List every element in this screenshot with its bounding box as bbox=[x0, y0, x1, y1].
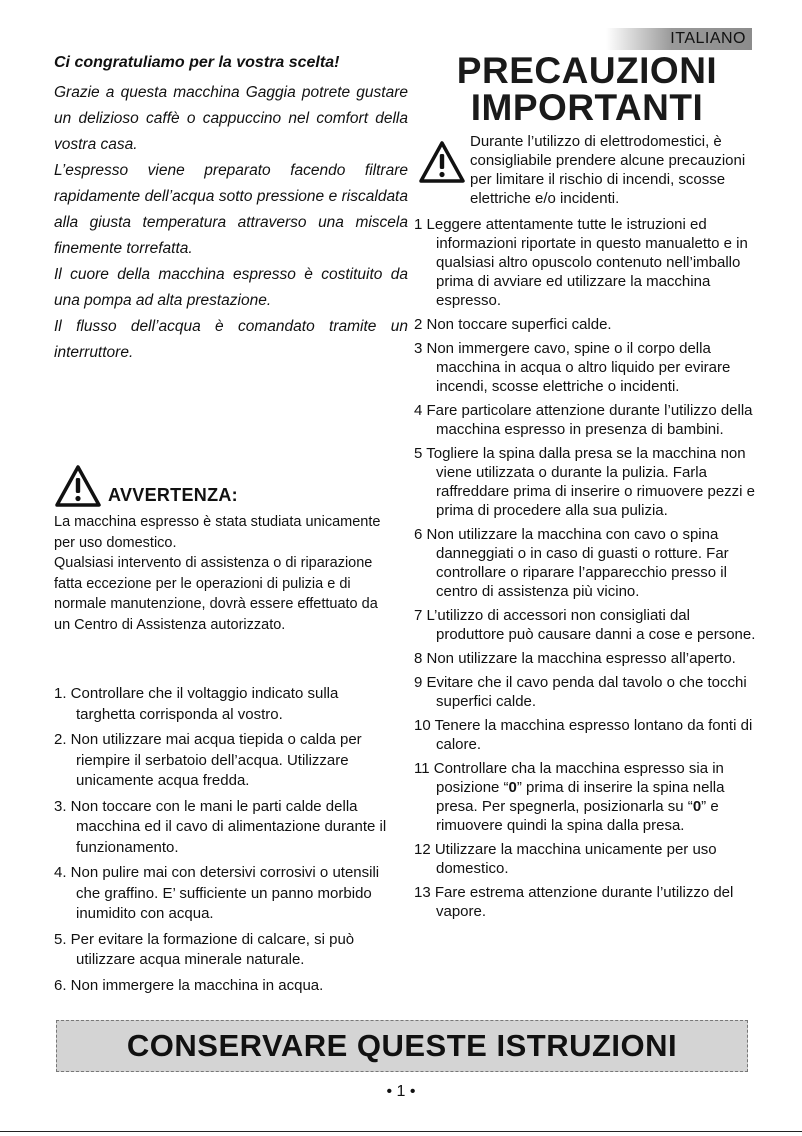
intro-paragraph: Il cuore della macchina espresso è costituito da una pompa ad alta prestazione. bbox=[54, 266, 408, 309]
list-item bbox=[414, 759, 760, 835]
page-number: • 1 • bbox=[386, 1083, 416, 1100]
list-item: 5 Togliere la spina dalla presa se la macchina non viene utilizzata o durante la pulizia. Farla raffreddare prima di inserire o rimuovere pezzi e prima di procedere alla sua pulizia. bbox=[414, 445, 756, 519]
list-item: 3. Non toccare con le mani le parti calde della macchina ed il cavo di alimentazione durante il funzionamento. bbox=[54, 797, 387, 856]
title-line: PRECAUZIONI bbox=[456, 50, 718, 91]
switch-off-symbol: 0 bbox=[692, 798, 702, 815]
intro-paragraph: Il flusso dell’acqua è comandato tramite un interruttore. bbox=[54, 318, 408, 361]
keep-instructions-banner bbox=[56, 1020, 748, 1072]
precautions-intro bbox=[414, 132, 760, 206]
list-item: 4 Fare particolare attenzione durante l’utilizzo della macchina espresso in presenza di bambini. bbox=[414, 402, 753, 438]
page-title bbox=[414, 52, 760, 126]
list-item: 6 Non utilizzare la macchina con cavo o spina danneggiati o in caso di guasti o rotture. Far controllare o riparare l’apparecchio presso il centro di assistenza più vicino. bbox=[414, 526, 729, 600]
warning-icon bbox=[418, 140, 466, 184]
switch-off-symbol: 0 bbox=[508, 779, 517, 796]
item-text: ” e rimuovere quindi la spina dalla presa. bbox=[436, 798, 719, 834]
left-column bbox=[54, 54, 408, 366]
warning-paragraph: Qualsiasi intervento di assistenza o di riparazione fatta eccezione per le operazioni di pulizia e di normale manutenzione, dovrà essere effettuato da un Centro di Assistenza autorizzato. bbox=[54, 555, 378, 633]
warning-heading bbox=[54, 458, 238, 508]
list-item: 2 Non toccare superfici calde. bbox=[414, 316, 612, 333]
item-text: ” prima di inserire la spina nella presa. Per spegnerla, posizionarla su “ bbox=[436, 779, 725, 815]
language-tab bbox=[606, 28, 752, 50]
intro-paragraph: Grazie a questa macchina Gaggia potrete gustare un delizioso caffè o cappuccino nel comfort della vostra casa. bbox=[54, 84, 408, 153]
list-item: 12 Utilizzare la macchina unicamente per uso domestico. bbox=[414, 841, 717, 877]
list-item: 6. Non immergere la macchina in acqua. bbox=[54, 976, 324, 994]
warning-text bbox=[54, 512, 394, 635]
divider bbox=[0, 1131, 802, 1132]
title-line: IMPORTANTI bbox=[470, 87, 704, 128]
right-column bbox=[414, 50, 760, 920]
list-item: 8 Non utilizzare la macchina espresso all’aperto. bbox=[414, 650, 736, 667]
list-item: 5. Per evitare la formazione di calcare, si può utilizzare acqua minerale naturale. bbox=[54, 930, 355, 968]
intro-paragraph: L’espresso viene preparato facendo filtrare rapidamente dell’acqua sotto pressione e riscaldata alla giusta temperatura attraverso una miscela finemente torrefatta. bbox=[54, 162, 408, 257]
list-item: 4. Non pulire mai con detersivi corrosivi o utensili che graffino. E’ sufficiente un panno morbido inumidito con acqua. bbox=[54, 864, 380, 922]
banner-text: CONSERVARE QUESTE ISTRUZIONI bbox=[126, 1028, 678, 1063]
intro-text bbox=[54, 80, 408, 366]
warning-title: AVVERTENZA: bbox=[108, 485, 238, 505]
list-item: 1 Leggere attentamente tutte le istruzioni ed informazioni riportate in questo manualetto e in qualsiasi altro opuscolo contenuto nell’imballo prima di avviare ed utilizzare la macchina espresso. bbox=[414, 216, 748, 309]
language-label: ITALIANO bbox=[670, 30, 746, 47]
precautions-intro-text: Durante l’utilizzo di elettrodomestici, è consigliabile prendere alcune precauzioni per limitare il rischio di incendi, scosse elettriche e/o incidenti. bbox=[470, 133, 746, 207]
list-item: 3 Non immergere cavo, spine o il corpo della macchina in acqua o altro liquido per evirare incendi, scosse elettriche o incidenti. bbox=[414, 340, 731, 395]
congrats-heading: Ci congratuliamo per la vostra scelta! bbox=[54, 54, 340, 71]
list-item: 7 L’utilizzo di accessori non consigliati dal produttore può causare danni a cose e persone. bbox=[414, 607, 756, 643]
list-item: 1. Controllare che il voltaggio indicato sulla targhetta corrisponda al vostro. bbox=[54, 685, 339, 723]
list-item: 13 Fare estrema attenzione durante l’utilizzo del vapore. bbox=[414, 884, 734, 920]
warning-icon bbox=[54, 464, 102, 508]
item-text: 11 Controllare cha la macchina espresso sia in posizione “ bbox=[414, 760, 724, 796]
list-item: 2. Non utilizzare mai acqua tiepida o calda per riempire il serbatoio dell’acqua. Utilizzare unicamente acqua fredda. bbox=[54, 731, 362, 789]
list-item: 10 Tenere la macchina espresso lontano da fonti di calore. bbox=[414, 717, 753, 753]
precautions-list bbox=[414, 215, 760, 926]
list-item: 9 Evitare che il cavo penda dal tavolo o che tocchi superfici calde. bbox=[414, 674, 747, 710]
warning-paragraph: La macchina espresso è stata studiata unicamente per uso domestico. bbox=[54, 514, 381, 551]
left-list bbox=[54, 684, 394, 1001]
